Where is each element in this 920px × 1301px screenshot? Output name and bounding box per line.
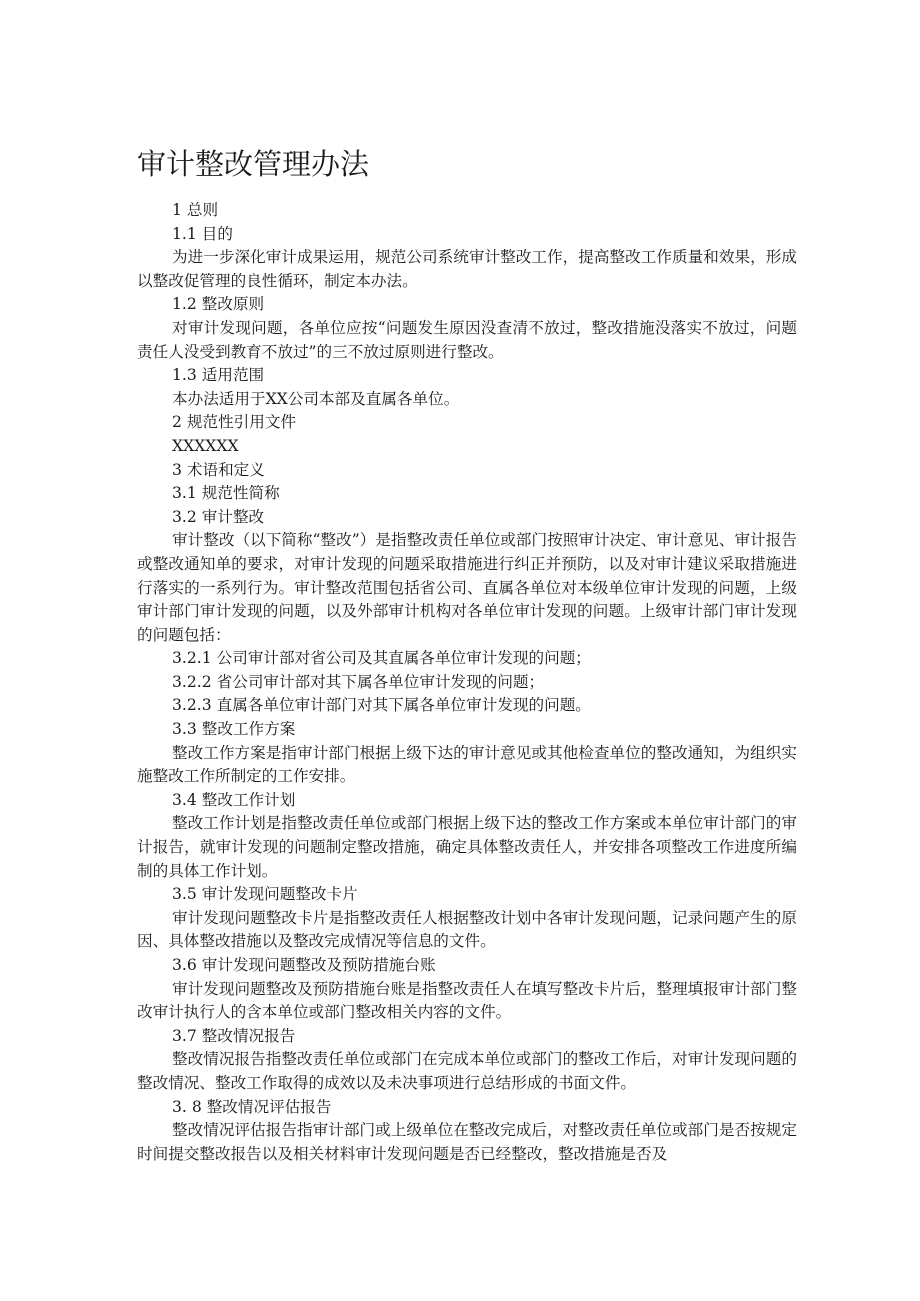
body-paragraph: 审计发现问题整改卡片是指整改责任人根据整改计划中各审计发现问题，记录问题产生的原因、具体整改措施以及整改完成情况等信息的文件。: [137, 908, 797, 951]
section-heading: 1.1 目的: [172, 224, 233, 243]
section-heading: 3.1 规范性简称: [172, 484, 280, 503]
section-heading: 3.7 整改情况报告: [172, 1026, 296, 1045]
section-heading: 3.6 审计发现问题整改及预防措施台账: [172, 956, 436, 974]
body-paragraph: 审计整改（以下简称“整改”）是指整改责任单位或部门按照审计决定、审计意见、审计报告或整改通知单的要求，对审计发现的问题采取措施进行纠正并预防，以及对审计建议采取措施进行落实的一系列行为。审计整改范围包括省公司、直属各单位对本级单位审计发现的问题，上级审计部门审计发现的问题，以及外部审计机构对各单位审计发现的问题。上级审计部门审计发现的问题包括：: [137, 531, 797, 644]
section-heading: 3.4 整改工作计划: [172, 790, 296, 809]
body-paragraph: 本办法适用于XX公司本部及直属各单位。: [172, 389, 460, 408]
body-paragraph: 整改工作方案是指审计部门根据上级下达的审计意见或其他检查单位的整改通知，为组织实施整改工作所制定的工作安排。: [137, 743, 797, 786]
section-heading: 3.2.1 公司审计部对省公司及其直属各单位审计发现的问题；: [172, 649, 591, 668]
document-title: 审计整改管理办法: [137, 147, 370, 181]
document-body: [137, 199, 797, 1166]
body-paragraph: 整改情况报告指整改责任单位或部门在完成本单位或部门的整改工作后，对审计发现问题的整改情况、整改工作取得的成效以及未决事项进行总结形成的书面文件。: [137, 1050, 797, 1092]
section-heading: 3. 8 整改情况评估报告: [172, 1097, 332, 1116]
section-heading: 1 总则: [172, 201, 219, 219]
section-heading: 3.3 整改工作方案: [172, 720, 296, 739]
body-paragraph: 对审计发现问题，各单位应按“问题发生原因没查清不放过，整改措施没落实不放过，问题责任人没受到教育不放过”的三不放过原则进行整改。: [137, 318, 797, 361]
body-paragraph: 为进一步深化审计成果运用，规范公司系统审计整改工作，提高整改工作质量和效果，形成以整改促管理的良性循环，制定本办法。: [137, 248, 797, 290]
section-heading: 1.3 适用范围: [172, 366, 265, 385]
body-paragraph: 审计发现问题整改及预防措施台账是指整改责任人在填写整改卡片后，整理填报审计部门整改审计执行人的含本单位或部门整改相关内容的文件。: [137, 979, 797, 1022]
body-paragraph: 整改情况评估报告指审计部门或上级单位在整改完成后，对整改责任单位或部门是否按规定时间提交整改报告以及相关材料审计发现问题是否已经整改，整改措施是否及: [137, 1121, 797, 1163]
section-heading: 3.2 审计整改: [172, 507, 265, 526]
section-heading: 3.5 审计发现问题整改卡片: [172, 885, 358, 904]
section-heading: 3.2.3 直属各单位审计部门对其下属各单位审计发现的问题。: [172, 696, 591, 715]
body-paragraph: 整改工作计划是指整改责任单位或部门根据上级下达的整改工作方案或本单位审计部门的审计报告，就审计发现的问题制定整改措施，确定具体整改责任人，并安排各项整改工作进度所编制的具体工作计划。: [137, 814, 797, 880]
section-heading: 1.2 整改原则: [172, 295, 265, 314]
section-heading: 3.2.2 省公司审计部对其下属各单位审计发现的问题；: [172, 672, 545, 691]
section-heading: 3 术语和定义: [172, 460, 265, 479]
section-heading: XXXXXX: [172, 436, 239, 455]
section-heading: 2 规范性引用文件: [172, 413, 297, 432]
